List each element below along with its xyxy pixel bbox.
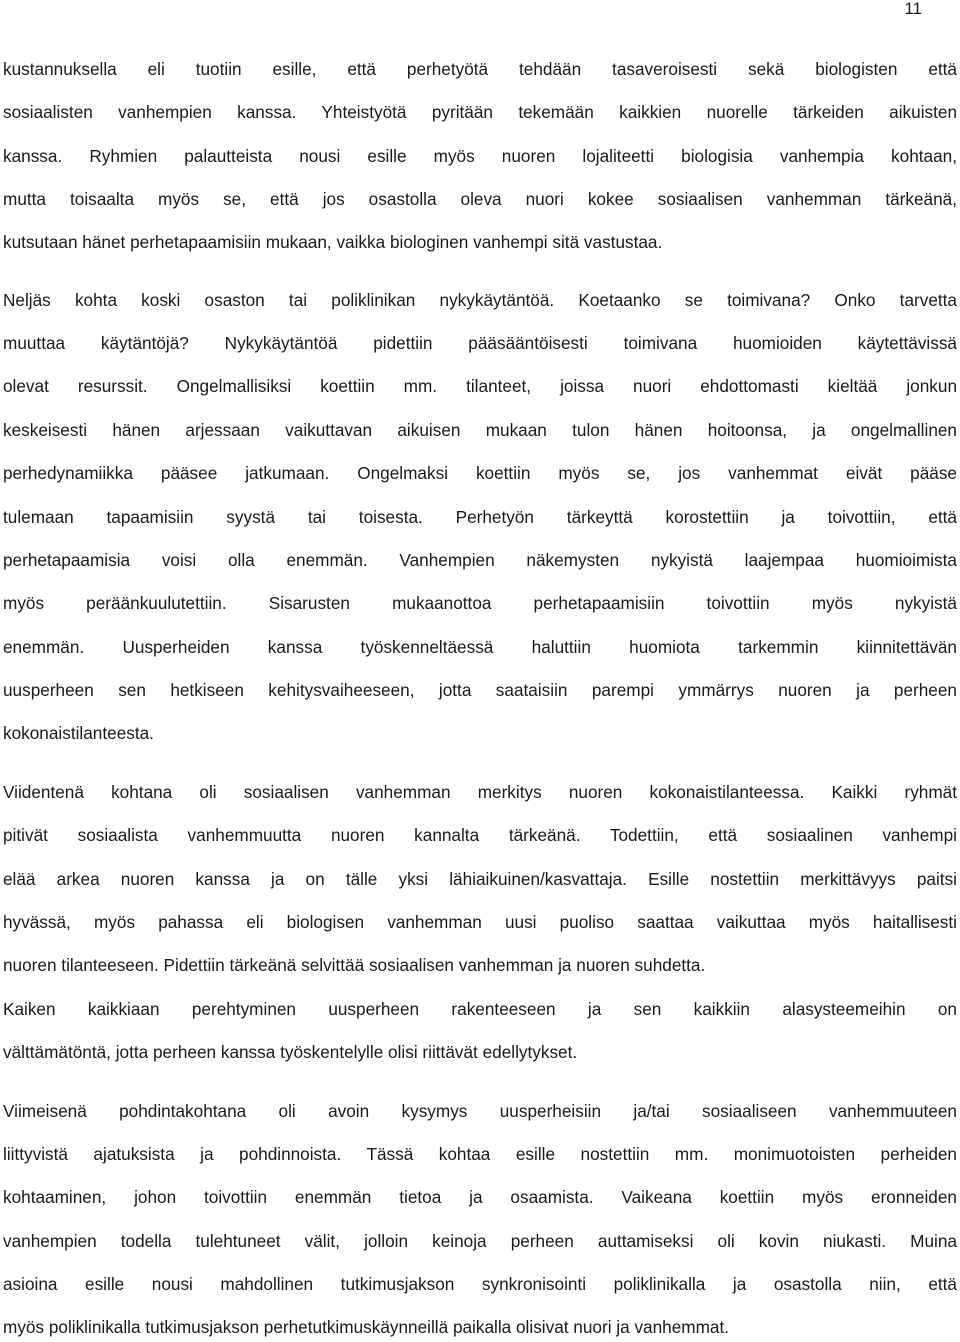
text-line: Neljäs kohta koski osaston tai poliklinikan nykykäytäntöä. Koetaanko se toimivana? Onko tarvetta — [3, 290, 957, 310]
text-line: pitivät sosiaalista vanhemmuutta nuoren kannalta tärkeänä. Todettiin, että sosiaalinen vanhempi — [3, 825, 957, 845]
text-line: uusperheen sen hetkiseen kehitysvaiheeseen, jotta saataisiin parempi ymmärrys nuoren ja perheen — [3, 680, 957, 700]
text-line: välttämätöntä, jotta perheen kanssa työskentelylle olisi riittävät edellytykset. — [3, 1042, 578, 1062]
text-line: kokonaistilanteesta. — [3, 723, 154, 743]
text-line: myös peräänkuulutettiin. Sisarusten mukaanottoa perhetapaamisiin toivottiin myös nykyistä — [3, 593, 957, 613]
text-line: perhetapaamisia voisi olla enemmän. Vanhempien näkemysten nykyistä laajempaa huomioimista — [3, 550, 957, 570]
text-line: tulemaan tapaamisiin syystä tai toisesta. Perhetyön tärkeyttä korostettiin ja toivottiin, että — [3, 507, 957, 527]
text-line: asioina esille nousi mahdollinen tutkimusjakson synkronisointi poliklinikalla ja osastolla niin, että — [3, 1274, 957, 1294]
text-line: kustannuksella eli tuotiin esille, että perhetyötä tehdään tasaveroisesti sekä biologisten että — [3, 59, 957, 79]
text-line: vanhempien todella tulehtuneet välit, jolloin keinoja perheen auttamiseksi oli kovin niukasti. Muina — [3, 1231, 957, 1251]
text-line: myös poliklinikalla tutkimusjakson perhetutkimuskäynneillä paikalla olisivat nuori ja vanhemmat. — [3, 1317, 730, 1337]
text-line: kohtaaminen, johon toivottiin enemmän tietoa ja osaamista. Vaikeana koettiin myös eronneiden — [3, 1187, 957, 1207]
text-line: Kaiken kaikkiaan perehtyminen uusperheen rakenteeseen ja sen kaikkiin alasysteemeihin on — [3, 999, 957, 1019]
text-line: perhedynamiikka pääsee jatkumaan. Ongelmaksi koettiin myös se, jos vanhemmat eivät pääse — [3, 463, 957, 483]
text-line: kutsutaan hänet perhetapaamisiin mukaan, vaikka biologinen vanhempi sitä vastustaa. — [3, 232, 663, 252]
text-line: liittyvistä ajatuksista ja pohdinnoista. Tässä kohtaa esille nostettiin mm. monimuotoisten perheiden — [3, 1144, 957, 1164]
text-line: enemmän. Uusperheiden kanssa työskenneltäessä haluttiin huomiota tarkemmin kiinnitettävän — [3, 637, 957, 657]
text-line: kanssa. Ryhmien palautteista nousi esille myös nuoren lojaliteetti biologisia vanhempia kohtaan, — [3, 146, 957, 166]
text-line: hyvässä, myös pahassa eli biologisen vanhemman uusi puoliso saattaa vaikuttaa myös haitallisesti — [3, 912, 957, 932]
text-line: sosiaalisten vanhempien kanssa. Yhteistyötä pyritään tekemään kaikkien nuorelle tärkeiden aikuisten — [3, 102, 957, 122]
text-line: olevat resurssit. Ongelmallisiksi koettiin mm. tilanteet, joissa nuori ehdottomasti kieltää jonkun — [3, 376, 957, 396]
text-line: mutta toisaalta myös se, että jos osastolla oleva nuori kokee sosiaalisen vanhemman tärkeänä, — [3, 189, 957, 209]
text-line: Viidentenä kohtana oli sosiaalisen vanhemman merkitys nuoren kokonaistilanteessa. Kaikki ryhmät — [3, 782, 957, 802]
page-number: 11 — [904, 0, 922, 18]
text-line: keskeisesti hänen arjessaan vaikuttavan aikuisen mukaan tulon hänen hoitoonsa, ja ongelmallinen — [3, 420, 957, 440]
text-line: muuttaa käytäntöjä? Nykykäytäntöä pidettiin pääsääntöisesti toimivana huomioiden käytettävissä — [3, 333, 957, 353]
text-line: elää arkea nuoren kanssa ja on tälle yksi lähiaikuinen/kasvattaja. Esille nostettiin merkittävyys paitsi — [3, 869, 957, 889]
text-line: Viimeisenä pohdintakohtana oli avoin kysymys uusperheisiin ja/tai sosiaaliseen vanhemmuuteen — [3, 1101, 957, 1121]
text-line: nuoren tilanteeseen. Pidettiin tärkeänä selvittää sosiaalisen vanhemman ja nuoren suhdetta. — [3, 955, 706, 975]
